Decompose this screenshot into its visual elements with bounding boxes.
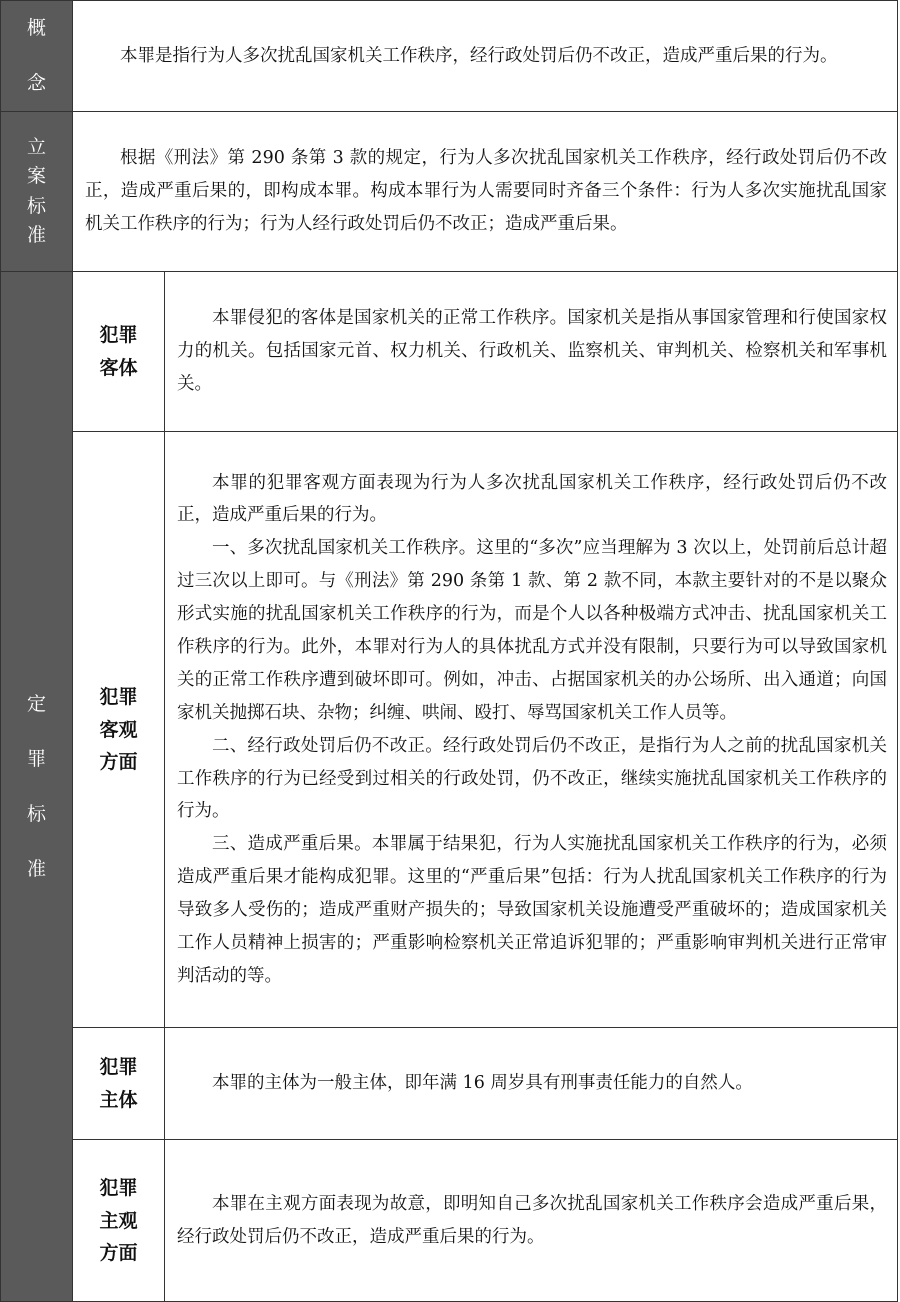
filing-text: 根据《刑法》第 290 条第 3 款的规定，行为人多次扰乱国家机关工作秩序，经行政处罚后仍不改正，造成严重后果的，即构成本罪。构成本罪行为人需要同时齐备三个条件：行为人多次实施扰乱国家机关工作秩序的行为；行为人经行政处罚后仍不改正；造成严重后果。: [85, 148, 887, 235]
subject-text: 本罪的主体为一般主体，即年满 16 周岁具有刑事责任能力的自然人。: [212, 1073, 753, 1094]
subjective-text-cell: [165, 1140, 898, 1302]
subject-row: [1, 1028, 898, 1140]
subjective-label: 犯罪主观方面: [99, 1177, 138, 1264]
objective-paragraph: 二、经行政处罚后仍不改正。经行政处罚后仍不改正，是指行为人之前的扰乱国家机关工作秩序的行为已经受到过相关的行政处罚，仍不改正，继续实施扰乱国家机关工作秩序的行为。: [177, 735, 887, 822]
subject-label-cell: [73, 1028, 165, 1140]
concept-text-cell: [73, 1, 898, 112]
concept-label: 概念: [26, 17, 46, 95]
objective-paragraph: 本罪的犯罪客观方面表现为行为人多次扰乱国家机关工作秩序，经行政处罚后仍不改正，造成严重后果的行为。: [177, 472, 887, 526]
subjective-row: [1, 1140, 898, 1302]
conviction-label-cell: [1, 272, 73, 1302]
concept-label-cell: [1, 1, 73, 112]
object-label-cell: [73, 272, 165, 432]
object-text: 本罪侵犯的客体是国家机关的正常工作秩序。国家机关是指从事国家管理和行使国家权力的机关。包括国家元首、权力机关、行政机关、监察机关、审判机关、检察机关和军事机关。: [177, 308, 887, 395]
object-row: [1, 272, 898, 432]
objective-text-cell: [165, 432, 898, 1028]
concept-text: 本罪是指行为人多次扰乱国家机关工作秩序，经行政处罚后仍不改正，造成严重后果的行为。: [120, 45, 838, 66]
object-label: 犯罪客体: [99, 324, 138, 379]
conviction-label: 定罪标准: [26, 692, 46, 880]
objective-label-cell: [73, 432, 165, 1028]
subjective-label-cell: [73, 1140, 165, 1302]
filing-label: 立案标准: [26, 135, 46, 247]
objective-row: [1, 432, 898, 1028]
object-text-cell: [165, 272, 898, 432]
filing-row: [1, 112, 898, 272]
objective-paragraph: 一、多次扰乱国家机关工作秩序。这里的“多次”应当理解为 3 次以上，处罚前后总计超过三次以上即可。与《刑法》第 290 条第 1 款、第 2 款不同，本款主要针对的不是以聚众形式实施的扰乱国家机关工作秩序的行为，而是个人以各种极端方式冲击、扰乱国家机关工作秩序的行为。此外，本罪对行为人的具体扰乱方式并没有限制，只要行为可以导致国家机关的正常工作秩序遭到破坏即可。例如，冲击、占据国家机关的办公场所、出入通道；向国家机关抛掷石块、杂物；纠缠、哄闹、殴打、辱骂国家机关工作人员等。: [177, 538, 887, 723]
concept-row: [1, 1, 898, 112]
objective-label: 犯罪客观方面: [99, 686, 138, 773]
subjective-text: 本罪在主观方面表现为故意，即明知自己多次扰乱国家机关工作秩序会造成严重后果，经行政处罚后仍不改正，造成严重后果的行为。: [177, 1193, 887, 1247]
filing-text-cell: [73, 112, 898, 272]
subject-label: 犯罪主体: [99, 1056, 138, 1111]
filing-label-cell: [1, 112, 73, 272]
subject-text-cell: [165, 1028, 898, 1140]
objective-paragraph: 三、造成严重后果。本罪属于结果犯，行为人实施扰乱国家机关工作秩序的行为，必须造成严重后果才能构成犯罪。这里的“严重后果”包括：行为人扰乱国家机关工作秩序的行为导致多人受伤的；造成严重财产损失的；导致国家机关设施遭受严重破坏的；造成国家机关工作人员精神上损害的；严重影响检察机关正常追诉犯罪的；严重影响审判机关进行正常审判活动的等。: [177, 834, 887, 986]
